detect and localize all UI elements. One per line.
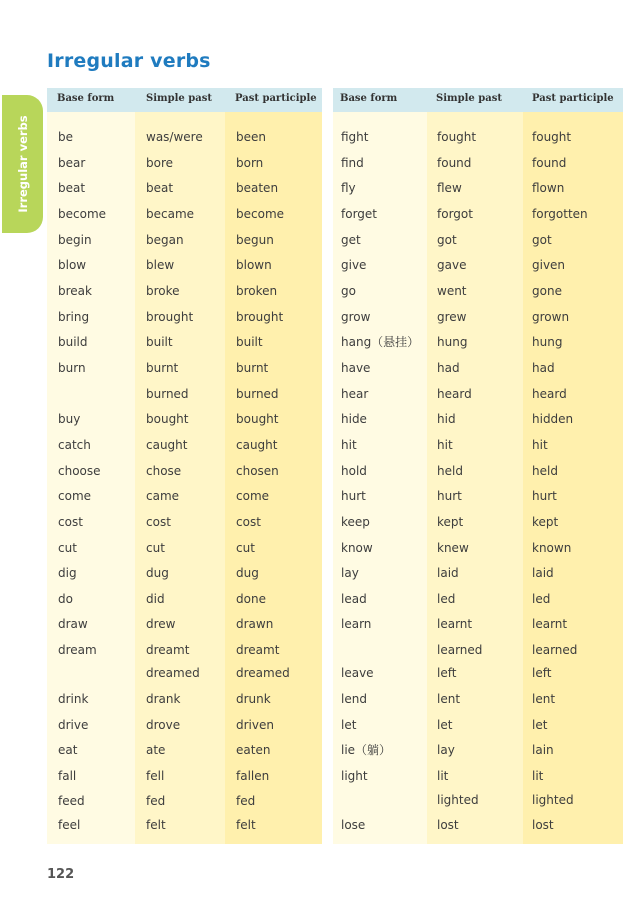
cell-base-form: go [341, 284, 356, 298]
cell-past-participle: found [532, 156, 567, 170]
cell-past-participle: brought [236, 310, 284, 324]
cell-simple-past: hid [437, 412, 456, 426]
cell-simple-past: fell [146, 769, 165, 783]
cell-past-participle: lost [532, 818, 554, 832]
cell-simple-past: forgot [437, 207, 473, 221]
cell-simple-past: led [437, 592, 456, 606]
cell-base-form: learn [341, 617, 372, 631]
cell-simple-past: became [146, 207, 195, 221]
cell-simple-past: ate [146, 743, 166, 757]
cell-past-participle: broken [236, 284, 278, 298]
cell-past-participle: hurt [532, 489, 557, 503]
cell-simple-past: caught [146, 438, 188, 452]
cell-simple-past: broke [146, 284, 180, 298]
header-base-form: Base form [340, 93, 398, 104]
header-base-form: Base form [57, 93, 115, 104]
cell-base-form: become [58, 207, 107, 221]
cell-base-form: do [58, 592, 73, 606]
cell-base-form: drink [58, 692, 89, 706]
cell-simple-past: kept [437, 515, 464, 529]
cell-base-form: dream [58, 643, 97, 657]
cell-past-participle: begun [236, 233, 274, 247]
cell-simple-past: began [146, 233, 184, 247]
cell-base-form: fly [341, 181, 356, 195]
cell-past-participle: done [236, 592, 266, 606]
cell-base-form: hurt [341, 489, 366, 503]
cell-base-form: buy [58, 412, 81, 426]
cell-simple-past: hurt [437, 489, 462, 503]
cell-simple-past: lighted [437, 793, 479, 807]
cell-base-form: leave [341, 666, 374, 680]
cell-simple-past: dreamed [146, 666, 200, 680]
cell-simple-past: beat [146, 181, 174, 195]
cell-base-form: cut [58, 541, 77, 555]
cell-base-form: lose [341, 818, 366, 832]
cell-simple-past: laid [437, 566, 459, 580]
cell-base-form: hear [341, 387, 369, 401]
cell-past-participle: given [532, 258, 566, 272]
cell-past-participle: dug [236, 566, 259, 580]
verb-table-right [333, 88, 623, 844]
cell-simple-past: gave [437, 258, 467, 272]
cell-simple-past: lost [437, 818, 459, 832]
cell-base-form: blow [58, 258, 87, 272]
cell-past-participle: cut [236, 541, 255, 555]
cell-base-form: have [341, 361, 371, 375]
cell-simple-past: burned [146, 387, 189, 401]
cell-simple-past: left [437, 666, 457, 680]
cell-simple-past: lit [437, 769, 449, 783]
cell-past-participle: chosen [236, 464, 279, 478]
cell-base-form: beat [58, 181, 86, 195]
cell-past-participle: fought [532, 130, 572, 144]
cell-simple-past: dug [146, 566, 169, 580]
cell-base-form: be [58, 130, 73, 144]
cell-simple-past: dreamt [146, 643, 190, 657]
cell-base-form: feel [58, 818, 81, 832]
cell-base-form: dig [58, 566, 77, 580]
cell-base-form: get [341, 233, 361, 247]
cell-base-form: bring [58, 310, 90, 324]
cell-base-form: lead [341, 592, 367, 606]
cell-base-form: eat [58, 743, 78, 757]
cell-past-participle: forgotten [532, 207, 588, 221]
header-past-participle: Past participle [235, 93, 317, 104]
cell-base-form: burn [58, 361, 86, 375]
header-simple-past: Simple past [436, 93, 502, 104]
cell-simple-past: got [437, 233, 457, 247]
cell-past-participle: eaten [236, 743, 271, 757]
cell-base-form: hit [341, 438, 357, 452]
cell-base-form: fight [341, 130, 369, 144]
cell-simple-past: felt [146, 818, 166, 832]
cell-simple-past: bought [146, 412, 189, 426]
cell-simple-past: heard [437, 387, 472, 401]
section-side-tab[interactable] [2, 95, 43, 233]
cell-past-participle: heard [532, 387, 567, 401]
cell-past-participle: dreamed [236, 666, 290, 680]
cell-simple-past: hit [437, 438, 453, 452]
cell-simple-past: chose [146, 464, 182, 478]
cell-simple-past: held [437, 464, 463, 478]
cell-base-form: draw [58, 617, 88, 631]
cell-past-participle: lent [532, 692, 556, 706]
cell-past-participle: hung [532, 335, 563, 349]
cell-past-participle: drawn [236, 617, 274, 631]
cell-base-form: find [341, 156, 364, 170]
cell-past-participle: felt [236, 818, 256, 832]
cell-past-participle: known [532, 541, 572, 555]
cell-past-participle: hit [532, 438, 548, 452]
cell-simple-past: knew [437, 541, 469, 555]
cell-simple-past: lay [437, 743, 455, 757]
cell-simple-past: fought [437, 130, 477, 144]
cell-simple-past: grew [437, 310, 467, 324]
cell-simple-past: hung [437, 335, 468, 349]
side-tab-label: Irregular verbs [15, 115, 30, 213]
cell-past-participle: lain [532, 743, 554, 757]
cell-past-participle: laid [532, 566, 554, 580]
cell-simple-past: brought [146, 310, 194, 324]
cell-simple-past: drew [146, 617, 176, 631]
cell-base-form: hang（悬挂） [341, 335, 420, 349]
table-header [333, 88, 623, 112]
cell-past-participle: blown [236, 258, 272, 272]
cell-base-form: cost [58, 515, 83, 529]
cell-simple-past: lent [437, 692, 461, 706]
cell-base-form: lie（躺） [341, 743, 392, 757]
cell-simple-past: cut [146, 541, 165, 555]
cell-past-participle: lighted [532, 793, 574, 807]
cell-base-form: begin [58, 233, 92, 247]
page-number: 122 [47, 867, 75, 882]
cell-base-form: choose [58, 464, 101, 478]
cell-simple-past: built [146, 335, 173, 349]
cell-base-form: break [58, 284, 92, 298]
cell-base-form: drive [58, 718, 89, 732]
cell-past-participle: dreamt [236, 643, 280, 657]
cell-simple-past: went [437, 284, 467, 298]
cell-base-form: grow [341, 310, 371, 324]
header-simple-past: Simple past [146, 93, 212, 104]
cell-simple-past: drank [146, 692, 181, 706]
table-header [47, 88, 322, 112]
cell-past-participle: had [532, 361, 555, 375]
cell-simple-past: let [437, 718, 453, 732]
cell-past-participle: held [532, 464, 558, 478]
cell-past-participle: bought [236, 412, 279, 426]
cell-simple-past: drove [146, 718, 181, 732]
cell-base-form: fall [58, 769, 77, 783]
cell-simple-past: learned [437, 643, 483, 657]
cell-simple-past: flew [437, 181, 462, 195]
verb-table-left [47, 88, 322, 844]
page-title: Irregular verbs [47, 50, 211, 72]
cell-past-participle: learnt [532, 617, 568, 631]
cell-past-participle: caught [236, 438, 278, 452]
header-past-participle: Past participle [532, 93, 614, 104]
cell-past-participle: got [532, 233, 552, 247]
cell-past-participle: kept [532, 515, 559, 529]
cell-past-participle: been [236, 130, 266, 144]
cell-past-participle: born [236, 156, 264, 170]
cell-base-form: build [58, 335, 88, 349]
cell-base-form: hold [341, 464, 367, 478]
cell-past-participle: left [532, 666, 552, 680]
cell-past-participle: beaten [236, 181, 279, 195]
cell-past-participle: flown [532, 181, 565, 195]
cell-past-participle: hidden [532, 412, 574, 426]
cell-past-participle: learned [532, 643, 578, 657]
cell-past-participle: built [236, 335, 263, 349]
cell-past-participle: burned [236, 387, 279, 401]
cell-simple-past: blew [146, 258, 175, 272]
cell-base-form: light [341, 769, 368, 783]
cell-base-form: lay [341, 566, 359, 580]
cell-simple-past: had [437, 361, 460, 375]
cell-simple-past: was/were [146, 130, 203, 144]
cell-base-form: come [58, 489, 92, 503]
cell-base-form: give [341, 258, 367, 272]
cell-base-form: catch [58, 438, 91, 452]
cell-past-participle: fallen [236, 769, 270, 783]
cell-past-participle: let [532, 718, 548, 732]
cell-past-participle: lit [532, 769, 544, 783]
cell-base-form: forget [341, 207, 377, 221]
cell-base-form: know [341, 541, 373, 555]
cell-simple-past: learnt [437, 617, 473, 631]
cell-past-participle: burnt [236, 361, 269, 375]
cell-past-participle: driven [236, 718, 274, 732]
cell-simple-past: fed [146, 794, 166, 808]
cell-simple-past: found [437, 156, 472, 170]
cell-past-participle: fed [236, 794, 256, 808]
cell-simple-past: bore [146, 156, 174, 170]
cell-simple-past: burnt [146, 361, 179, 375]
cell-past-participle: come [236, 489, 270, 503]
cell-base-form: keep [341, 515, 370, 529]
cell-base-form: feed [58, 794, 85, 808]
cell-past-participle: become [236, 207, 285, 221]
cell-base-form: hide [341, 412, 367, 426]
cell-past-participle: grown [532, 310, 570, 324]
cell-past-participle: led [532, 592, 551, 606]
cell-past-participle: cost [236, 515, 261, 529]
cell-base-form: let [341, 718, 357, 732]
cell-base-form: bear [58, 156, 86, 170]
cell-simple-past: did [146, 592, 165, 606]
cell-past-participle: gone [532, 284, 562, 298]
cell-past-participle: drunk [236, 692, 271, 706]
cell-simple-past: came [146, 489, 180, 503]
cell-base-form: lend [341, 692, 367, 706]
cell-simple-past: cost [146, 515, 171, 529]
